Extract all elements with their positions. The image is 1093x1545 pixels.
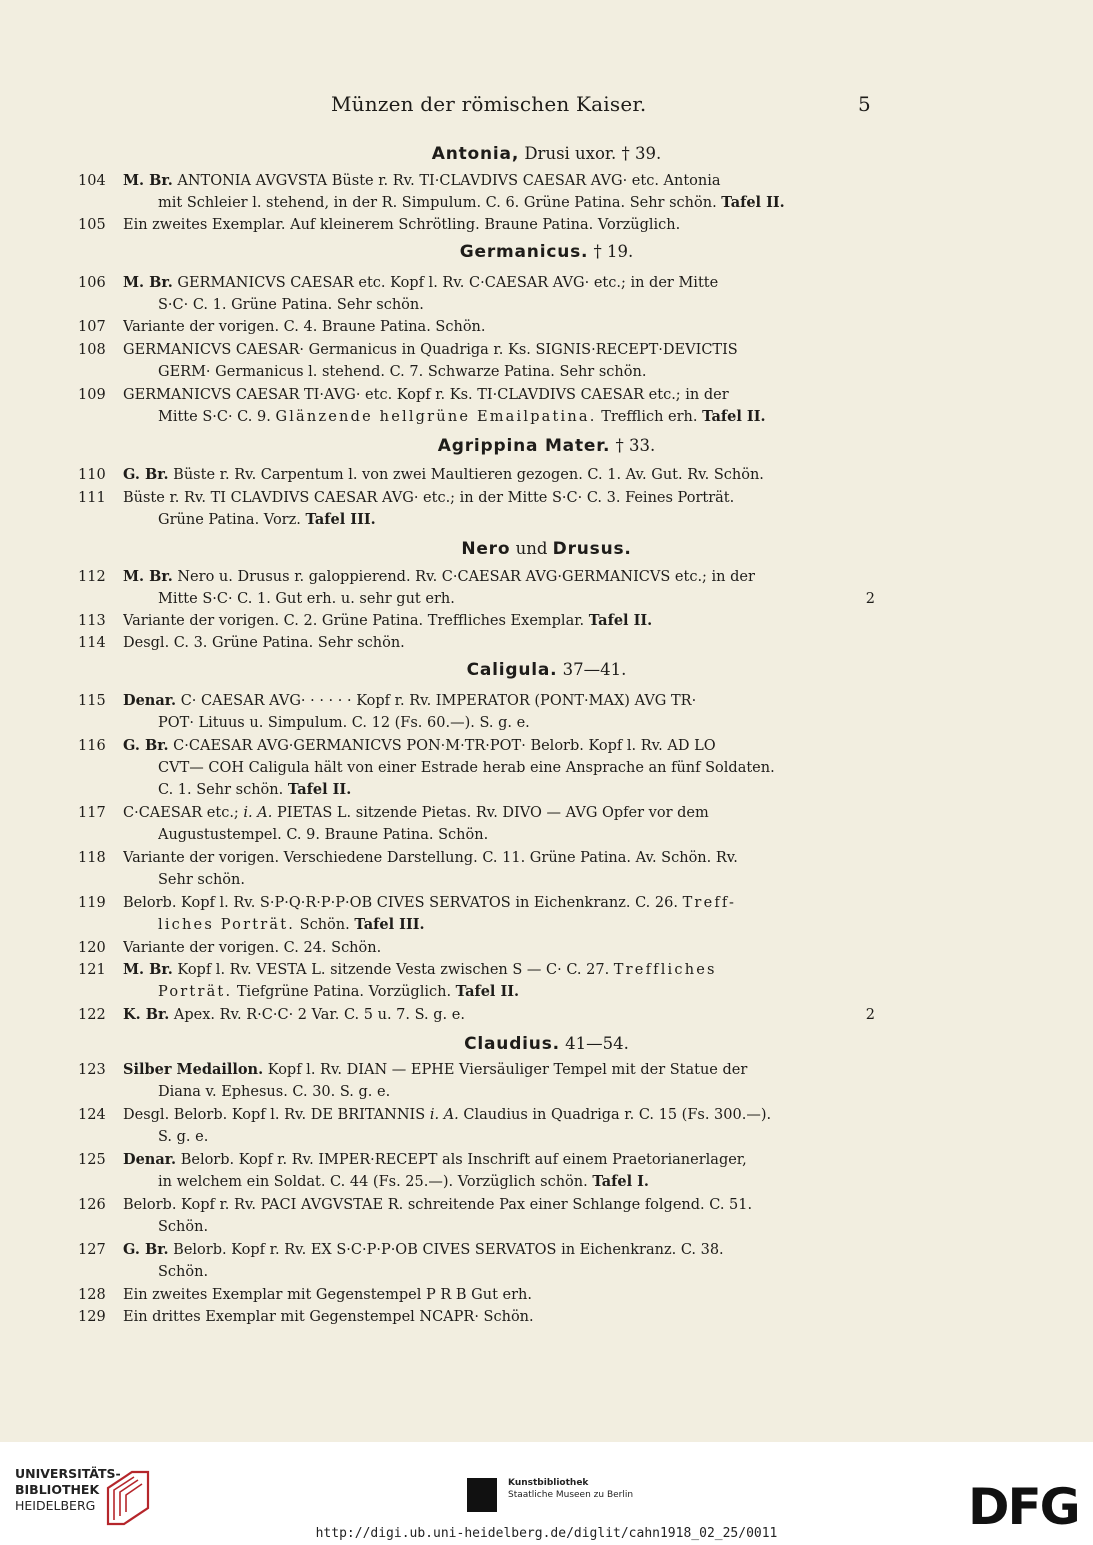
catalog-entry: 124 Desgl. Belorb. Kopf l. Rv. DE BRITANNIS i. A. Claudius in Quadriga r. C. 15 (Fs. 300.—). S. g. e. [78,1107,772,1145]
catalog-entry: 104 M. Br. ANTONIA AVGVSTA Büste r. Rv. TI·CLAVDIVS CAESAR AVG· etc. Antonia mit Schleier l. stehend, in der R. Simpulum. C. 6. Grüne Patina. Sehr schön. Tafel II. [78,172,785,211]
tafel-ref: Tafel II. [287,781,352,798]
catalog-entry: 126 Belorb. Kopf r. Rv. PACI AVGVSTAE R. schreitende Pax einer Schlange folgend. C. 51. Schön. [78,1197,753,1235]
tafel-ref: Tafel II. [588,612,653,629]
section-heading-nero-drusus: Nero und Drusus. [461,539,632,559]
catalog-entry: 115 Denar. C· CAESAR AVG· · · · · · Kopf r. Rv. IMPERATOR (PONT·MAX) AVG TR· POT· Lituus u. Simpulum. C. 12 (Fs. 60.—). S. g. e. [78,692,697,731]
catalog-entry: 123 Silber Medaillon. Kopf l. Rv. DIAN — EPHE Viersäuliger Tempel mit der Statue der Diana v. Ephesus. C. 30. S. g. e. [78,1061,748,1100]
catalog-entry: 114 Desgl. C. 3. Grüne Patina. Sehr schön. [78,635,405,651]
catalog-entry: 109 GERMANICVS CAESAR TI·AVG· etc. Kopf r. Ks. TI·CLAVDIVS CAESAR etc.; in der Mitte S·C· C. 9. Glänzende hellgrüne Emailpatina. Trefflich erh. Tafel II. [78,387,766,425]
tafel-ref: Tafel III. [305,511,376,528]
catalog-entry: 127 G. Br. Belorb. Kopf r. Rv. EX S·C·P·P·OB CIVES SERVATOS in Eichenkranz. C. 38. Schön. [78,1241,724,1280]
section-heading-caligula: Caligula. 37—41. [466,660,627,680]
catalog-entry: 105 Ein zweites Exemplar. Auf kleinerem Schrötling. Braune Patina. Vorzüglich. [78,217,681,233]
catalog-entry: 112 M. Br. Nero u. Drusus r. galoppierend. Rv. C·CAESAR AVG·GERMANICVS etc.; in der Mitte S·C· C. 1. Gut erh. u. sehr gut erh. 2 [78,566,878,610]
tafel-ref: Tafel II. [455,983,520,1000]
tafel-ref: Tafel III. [354,916,425,933]
page-title: Münzen der römischen Kaiser. [331,92,647,116]
dfg-logo[interactable]: DFG [968,1478,1079,1536]
kunstbibliothek-logo-text[interactable]: Kunstbibliothek Staatliche Museen zu Berlin [508,1478,634,1500]
catalog-entry: 121 M. Br. Kopf l. Rv. VESTA L. sitzende Vesta zwischen S — C· C. 27. Treffliches Porträt. Tiefgrüne Patina. Vorzüglich. Tafel II. [78,961,717,1000]
catalog-entry: 106 M. Br. GERMANICVS CAESAR etc. Kopf l. Rv. C·CAESAR AVG· etc.; in der Mitte S·C· C. 1. Grüne Patina. Sehr schön. [78,274,719,313]
catalog-entry: 110 G. Br. Büste r. Rv. Carpentum l. von zwei Maultieren gezogen. C. 1. Av. Gut. Rv. Schön. [78,466,764,483]
section-heading-claudius: Claudius. 41—54. [464,1034,629,1054]
running-header [0,92,1093,120]
catalog-entry: 107 Variante der vorigen. C. 4. Braune Patina. Schön. [78,319,486,335]
quantity: 2 [865,591,875,607]
section-heading-antonia: Antonia, Drusi uxor. † 39. [431,144,662,164]
catalog-entry: 119 Belorb. Kopf l. Rv. S·P·Q·R·P·P·OB CIVES SERVATOS in Eichenkranz. C. 26. Treff- liches Porträt. Schön. Tafel III. [78,895,737,933]
catalog-entry: 117 C·CAESAR etc.; i. A. PIETAS L. sitzende Pietas. Rv. DIVO — AVG Opfer vor dem Augustustempel. C. 9. Braune Patina. Schön. [78,805,709,843]
catalog-entry: 118 Variante der vorigen. Verschiedene Darstellung. C. 11. Grüne Patina. Av. Schön. Rv. Sehr schön. [78,850,738,888]
ub-heidelberg-logo-text[interactable]: UNIVERSITÄTS- BIBLIOTHEK HEIDELBERG [15,1466,121,1513]
catalog-entry: 122 K. Br. Apex. Rv. R·C·C· 2 Var. C. 5 u. 7. S. g. e. 2 [78,1004,878,1026]
catalog-entry: 111 Büste r. Rv. TI CLAVDIVS CAESAR AVG· etc.; in der Mitte S·C· C. 3. Feines Porträt. Grüne Patina. Vorz. Tafel III. [78,490,735,528]
ub-heidelberg-logo-icon[interactable] [104,1468,152,1526]
catalog-entry: 129 Ein drittes Exemplar mit Gegenstempel NCAPR· Schön. [78,1309,534,1325]
catalog-entry: 120 Variante der vorigen. C. 24. Schön. [78,940,382,956]
tafel-ref: Tafel I. [592,1173,649,1190]
tafel-ref: Tafel II. [721,194,785,211]
page-number: 5 [858,92,871,116]
section-heading-agrippina: Agrippina Mater. † 33. [437,436,656,456]
quantity: 2 [865,1007,875,1023]
catalog-entry: 128 Ein zweites Exemplar mit Gegenstempel P R B Gut erh. [78,1287,532,1303]
section-heading-germanicus: Germanicus. † 19. [459,242,634,262]
tafel-ref: Tafel II. [702,408,766,425]
catalog-entry: 125 Denar. Belorb. Kopf r. Rv. IMPER·RECEPT als Inschrift auf einem Praetorianerlager, in welchem ein Soldat. C. 44 (Fs. 25.—). Vorzüglich schön. Tafel I. [78,1151,747,1190]
catalog-entry: 113 Variante der vorigen. C. 2. Grüne Patina. Treffliches Exemplar. Tafel II. [78,612,653,629]
catalog-entry: 116 G. Br. C·CAESAR AVG·GERMANICVS PON·M·TR·POT· Belorb. Kopf l. Rv. AD LO CVT— COH Caligula hält von einer Estrade herab eine Ansprache an fünf Soldaten. C. 1. Sehr schön. Tafel II. [78,737,775,798]
catalog-entry: 108 GERMANICVS CAESAR· Germanicus in Quadriga r. Ks. SIGNIS·RECEPT·DEVICTIS GERM· Germanicus l. stehend. C. 7. Schwarze Patina. Sehr schön. [78,342,738,380]
kunstbibliothek-logo-icon[interactable] [467,1478,497,1512]
permalink-url[interactable]: http://digi.ub.uni-heidelberg.de/diglit/cahn1918_02_25/0011 [315,1526,778,1541]
